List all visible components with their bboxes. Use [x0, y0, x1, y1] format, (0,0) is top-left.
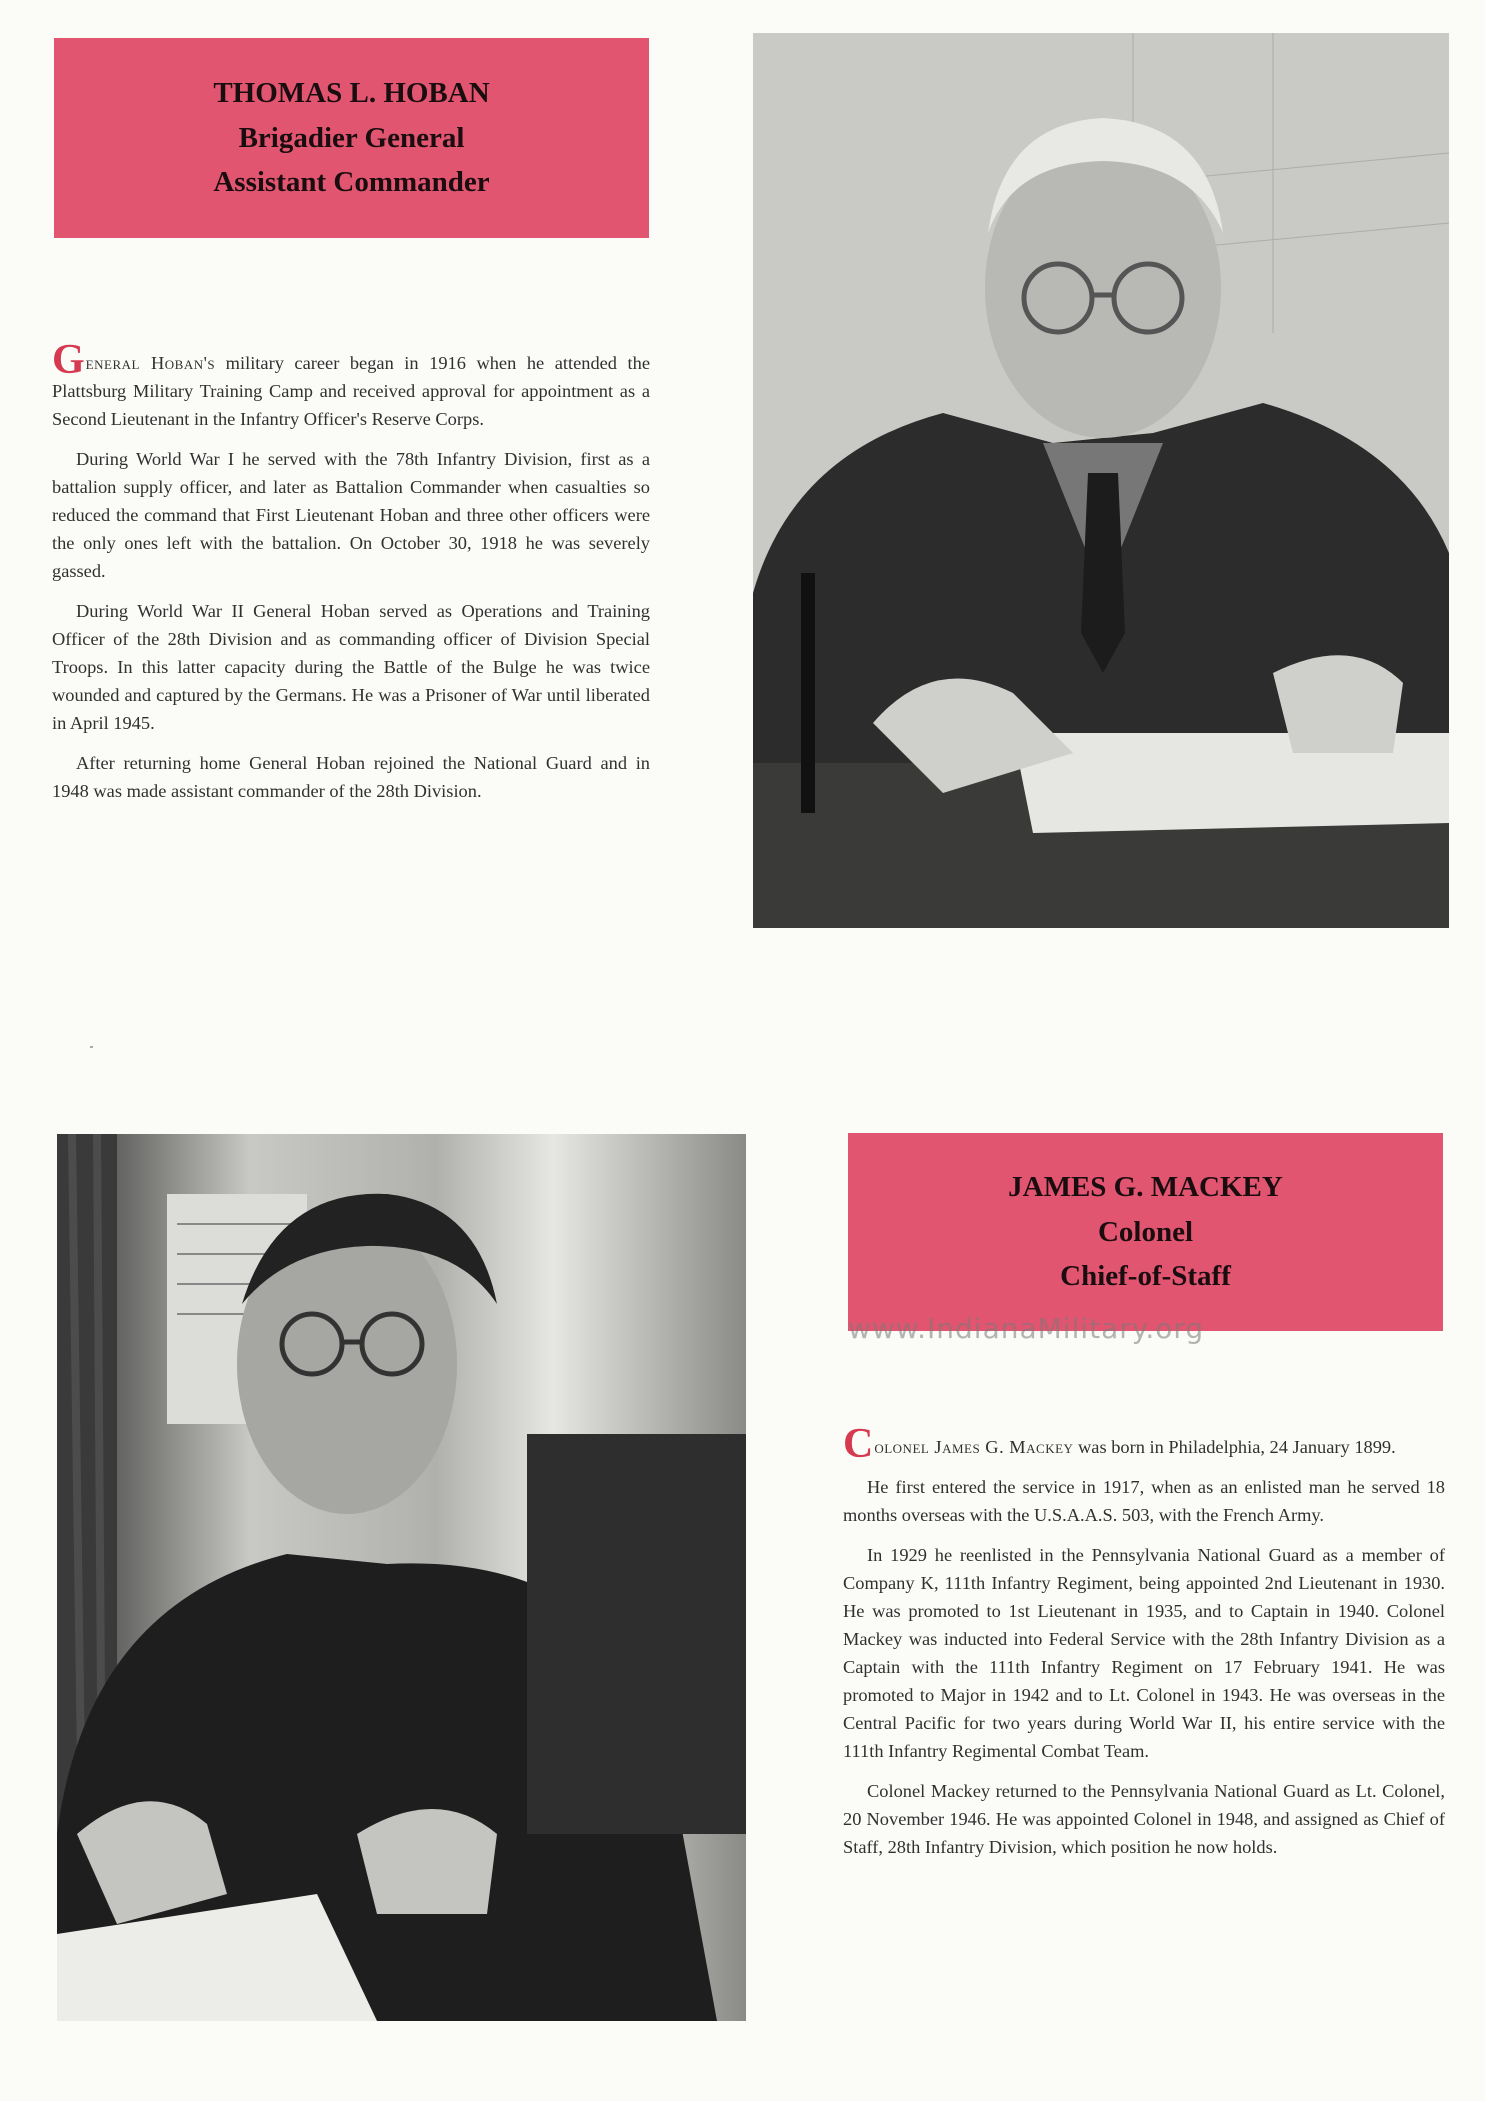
- hoban-bio-paragraph-1: [52, 337, 651, 433]
- hoban-bio-text-1: military career began in 1916 when he attended the Plattsburg Military Training Camp and received approval for appointment as a Second Lieutenant in the Infantry Officer's Reserve Corps.: [52, 353, 651, 429]
- mackey-lead-words: olonel James G. Mackey: [874, 1437, 1074, 1457]
- hoban-position: Assistant Commander: [213, 166, 490, 199]
- mackey-bio-paragraph-2: He first entered the service in 1917, when as an enlisted man he served 18 months overseas with the U.S.A.A.S. 503, with the French Army.: [843, 1477, 1445, 1525]
- hoban-rank: Brigadier General: [238, 121, 465, 154]
- mackey-title-banner: [848, 1133, 1443, 1331]
- hoban-bio-paragraph-4: After returning home General Hoban rejoined the National Guard and in 1948 was made assistant commander of the 28th Division.: [52, 753, 650, 801]
- mackey-bio-paragraph-1: [843, 1421, 1445, 1467]
- hoban-drop-cap: G: [52, 337, 85, 383]
- paper-speck: [90, 1046, 93, 1048]
- hoban-biography: [52, 337, 651, 817]
- hoban-lead-words: eneral Hoban's: [85, 353, 216, 373]
- hoban-name: THOMAS L. HOBAN: [213, 76, 490, 109]
- mackey-biography: [843, 1421, 1445, 1873]
- site-watermark: www.IndianaMilitary.org: [848, 1312, 1205, 1345]
- hoban-portrait-photo: [753, 33, 1449, 928]
- hoban-bio-paragraph-3: During World War II General Hoban served as Operations and Training Officer of the 28th Division and as commanding officer of Division Special Troops. In this latter capacity during the Battle of the Bulge he was twice wounded and captured by the Germans. He was a Prisoner of War until liberated in April 1945.: [52, 601, 650, 733]
- mackey-portrait-photo: [57, 1134, 746, 2021]
- mackey-bio-paragraph-4: Colonel Mackey returned to the Pennsylvania National Guard as Lt. Colonel, 20 November 1946. He was appointed Colonel in 1948, and assigned as Chief of Staff, 28th Infantry Division, which position he now holds.: [843, 1781, 1445, 1857]
- mackey-position: Chief-of-Staff: [1060, 1260, 1231, 1293]
- mackey-drop-cap: C: [843, 1421, 874, 1467]
- mackey-rank: Colonel: [1097, 1215, 1194, 1248]
- mackey-bio-text-1: was born in Philadelphia, 24 January 1899.: [1073, 1437, 1396, 1457]
- hoban-bio-paragraph-2: During World War I he served with the 78th Infantry Division, first as a battalion supply officer, and later as Battalion Commander when casualties so reduced the command that First Lieutenant Hoban and three other officers were the only ones left with the battalion. On October 30, 1918 he was severely gassed.: [52, 449, 650, 581]
- mackey-name: JAMES G. MACKEY: [1008, 1170, 1283, 1203]
- hoban-title-banner: [54, 38, 649, 238]
- mackey-bio-paragraph-3: In 1929 he reenlisted in the Pennsylvania National Guard as a member of Company K, 111th Infantry Regiment, being appointed 2nd Lieutenant in 1930. He was promoted to 1st Lieutenant in 1935, and to Captain in 1940. Colonel Mackey was inducted into Federal Service with the 28th Infantry Division as a Captain with the 111th Infantry Regiment on 17 February 1941. He was promoted to Major in 1942 and to Lt. Colonel in 1943. He was overseas in the Central Pacific for two years during World War II, his entire service with the 111th Infantry Regimental Combat Team.: [843, 1545, 1445, 1761]
